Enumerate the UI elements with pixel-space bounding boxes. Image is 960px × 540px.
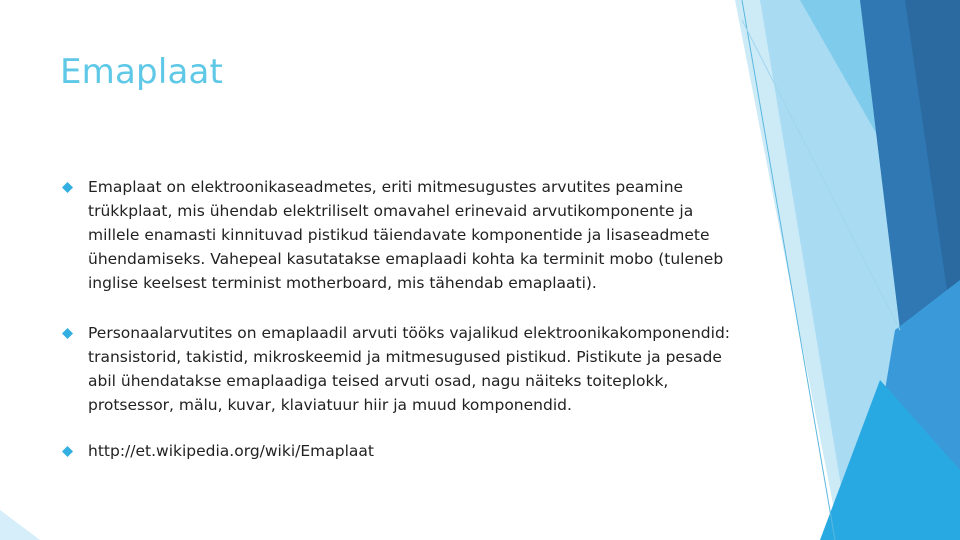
slide-title: Emaplaat <box>60 52 224 92</box>
bullet-item <box>62 439 732 463</box>
diamond-bullet-icon <box>62 328 73 339</box>
bullet-text: Personaalarvutites on emaplaadil arvuti tööks vajalikud elektroonikakomponendid: transistorid, takistid, mikroskeemid ja mitmesugused pistikud. Pistikute ja pesade abil ühendatakse emaplaadiga teised arvuti osad, nagu näiteks toiteplokk, protsessor, mälu, kuvar, klaviatuur hiir ja muud komponendid. <box>88 324 731 414</box>
bullet-text: Emaplaat on elektroonikaseadmetes, eriti mitmesugustes arvutites peamine trükkplaat, mis ühendab elektriliselt omavahel erinevaid arvutikomponente ja millele enamasti kinnituvad pistikud täiendavate komponentide ja lisaseadmete ühendamiseks. Vahepeal kasutatakse emaplaadi kohta ka terminit mobo (tuleneb inglise keelsest terminist motherboard, mis tähendab emaplaati). <box>88 178 724 292</box>
bullet-item <box>62 321 732 417</box>
bullet-item <box>62 175 732 295</box>
bullet-list <box>62 175 732 489</box>
diamond-bullet-icon <box>62 182 73 193</box>
deco-shape-bottom-left <box>0 510 40 540</box>
diamond-bullet-icon <box>62 446 73 457</box>
source-link[interactable]: http://et.wikipedia.org/wiki/Emaplaat <box>88 442 374 460</box>
